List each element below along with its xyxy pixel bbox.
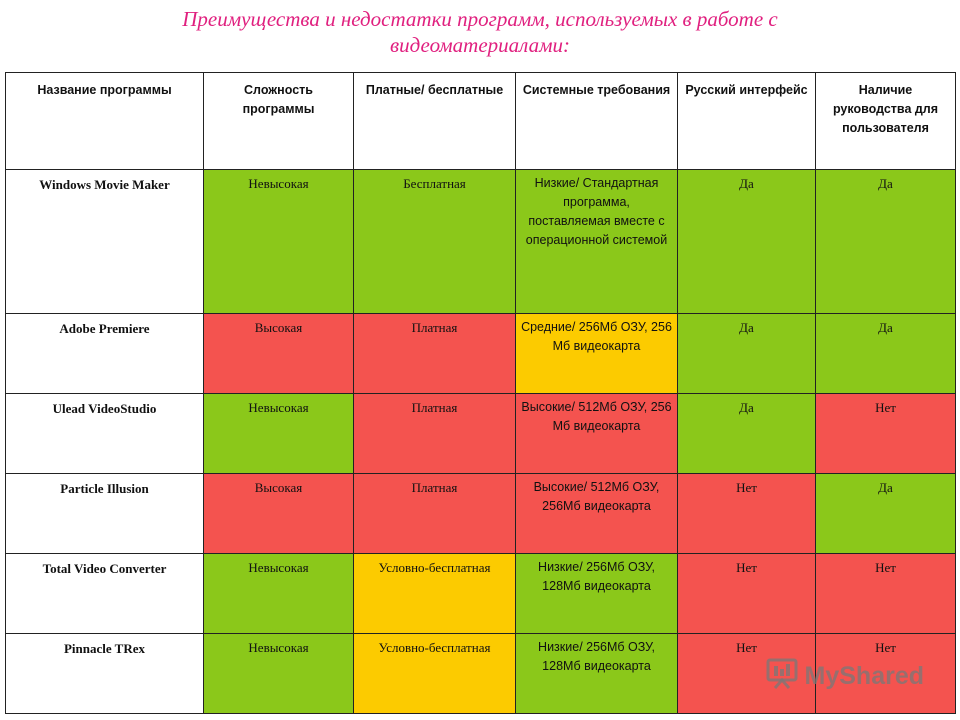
table-row: [6, 474, 956, 554]
price-cell: Условно-бесплатная: [354, 554, 516, 634]
header-complexity: Сложность программы: [204, 73, 354, 170]
manual-cell: Да: [816, 314, 956, 394]
program-name: Windows Movie Maker: [6, 170, 204, 314]
manual-cell: Да: [816, 474, 956, 554]
manual-cell: Нет: [816, 394, 956, 474]
price-cell: Платная: [354, 314, 516, 394]
manual-cell: Нет: [816, 634, 956, 714]
system-cell: Низкие/ Стандартная программа, поставляемая вместе с операционной системой: [516, 170, 678, 314]
comparison-table: [5, 72, 956, 714]
program-name: Pinnacle TRex: [6, 634, 204, 714]
complexity-cell: Невысокая: [204, 634, 354, 714]
price-cell: Платная: [354, 394, 516, 474]
table-row: [6, 554, 956, 634]
header-row: [6, 73, 956, 170]
russian-cell: Нет: [678, 474, 816, 554]
russian-cell: Нет: [678, 634, 816, 714]
header-name: Название программы: [6, 73, 204, 170]
watermark: [765, 656, 924, 697]
russian-cell: Да: [678, 314, 816, 394]
program-name: Total Video Converter: [6, 554, 204, 634]
program-name: Particle Illusion: [6, 474, 204, 554]
system-cell: Низкие/ 256Мб ОЗУ, 128Мб видеокарта: [516, 554, 678, 634]
complexity-cell: Высокая: [204, 474, 354, 554]
header-manual: Наличие руководства для пользователя: [816, 73, 956, 170]
russian-cell: Да: [678, 170, 816, 314]
complexity-cell: Невысокая: [204, 170, 354, 314]
complexity-cell: Невысокая: [204, 554, 354, 634]
complexity-cell: Высокая: [204, 314, 354, 394]
system-cell: Средние/ 256Мб ОЗУ, 256 Мб видеокарта: [516, 314, 678, 394]
complexity-cell: Невысокая: [204, 394, 354, 474]
system-cell: Низкие/ 256Мб ОЗУ, 128Мб видеокарта: [516, 634, 678, 714]
price-cell: Условно-бесплатная: [354, 634, 516, 714]
program-name: Adobe Premiere: [6, 314, 204, 394]
manual-cell: Нет: [816, 554, 956, 634]
header-price: Платные/ бесплатные: [354, 73, 516, 170]
header-system: Системные требования: [516, 73, 678, 170]
watermark-text: MyShared: [804, 662, 924, 690]
system-cell: Высокие/ 512Мб ОЗУ, 256 Мб видеокарта: [516, 394, 678, 474]
russian-cell: Нет: [678, 554, 816, 634]
title-line-2: видеоматериалами:: [390, 33, 570, 57]
system-cell: Высокие/ 512Мб ОЗУ, 256Мб видеокарта: [516, 474, 678, 554]
table-row: [6, 394, 956, 474]
table-row: [6, 314, 956, 394]
table-row: [6, 170, 956, 314]
presentation-icon: [765, 656, 799, 697]
header-russian: Русский интерфейс: [678, 73, 816, 170]
manual-cell: Да: [816, 170, 956, 314]
russian-cell: Да: [678, 394, 816, 474]
title-line-1: Преимущества и недостатки программ, используемых в работе с: [182, 7, 778, 31]
price-cell: Бесплатная: [354, 170, 516, 314]
price-cell: Платная: [354, 474, 516, 554]
program-name: Ulead VideoStudio: [6, 394, 204, 474]
page-title: [0, 6, 960, 58]
